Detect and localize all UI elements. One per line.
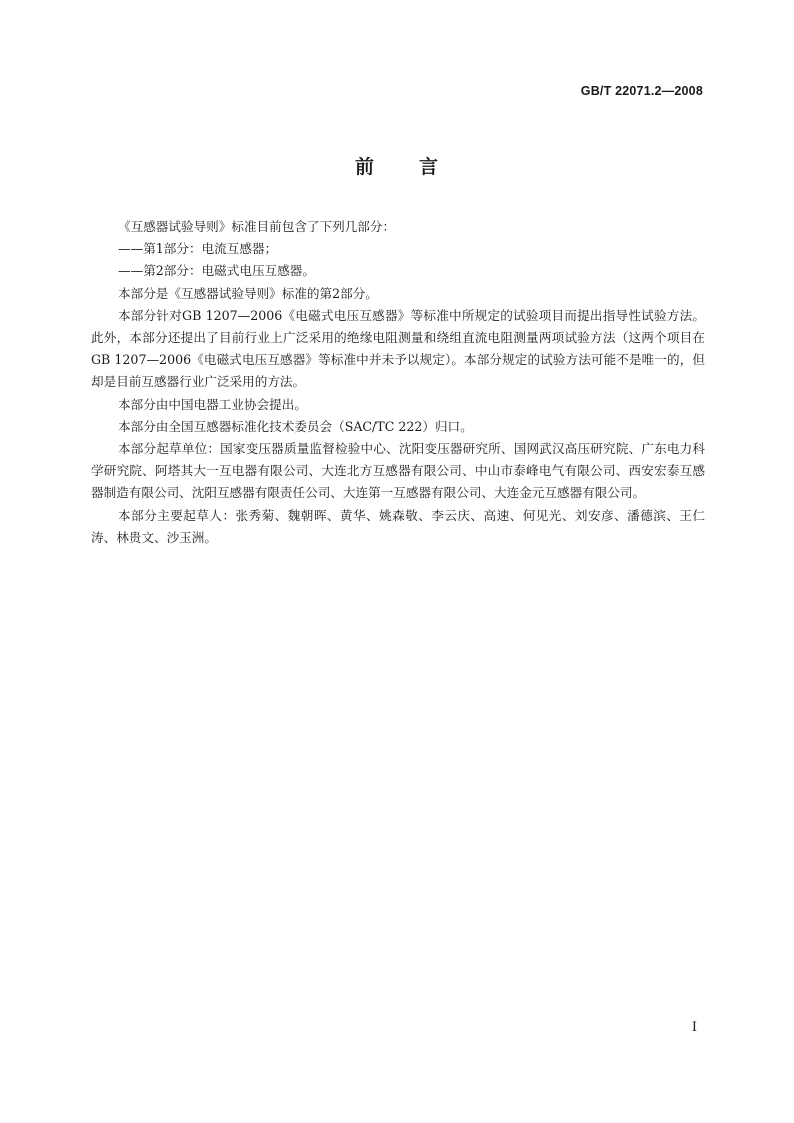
paragraph-purpose: 本部分针对GB 1207—2006《电磁式电压互感器》等标准中所规定的试验项目而提出指导性试验方法。此外，本部分还提出了目前行业上广泛采用的绝缘电阻测量和绕组直流电阻测量两项试验方法（这两个项目在GB 1207—2006《电磁式电压互感器》等标准中并未予以规定）。本部分规定的试验方法可能不是唯一的，但却是目前互感器行业广泛采用的方法。 — [91, 307, 705, 390]
list-item-part1: ——第1部分：电流互感器； — [118, 241, 278, 257]
paragraph-proposer: 本部分由中国电器工业协会提出。 — [118, 396, 307, 412]
document-body — [91, 216, 705, 549]
paragraph-drafters: 本部分主要起草人：张秀菊、魏朝晖、黄华、姚森敬、李云庆、高速、何见光、刘安彦、潘德滨、王仁涛、林贵文、沙玉洲。 — [91, 507, 705, 545]
paragraph-committee: 本部分由全国互感器标准化技术委员会（SAC/TC 222）归口。 — [118, 418, 473, 434]
paragraph-drafting-units: 本部分起草单位：国家变压器质量监督检验中心、沈阳变压器研究所、国网武汉高压研究院、广东电力科学研究院、阿塔其大一互电器有限公司、大连北方互感器有限公司、中山市泰峰电气有限公司、西安宏泰互感器制造有限公司、沈阳互感器有限责任公司、大连第一互感器有限公司、大连金元互感器有限公司。 — [91, 441, 705, 501]
list-item-part2: ——第2部分：电磁式电压互感器。 — [118, 263, 315, 279]
page-number: I — [691, 1020, 697, 1035]
paragraph-scope: 本部分是《互感器试验导则》标准的第2部分。 — [118, 285, 378, 301]
standard-code: GB/T 22071.2—2008 — [580, 84, 703, 98]
title-char-2: 言 — [419, 156, 440, 178]
page-title — [0, 152, 794, 179]
title-char-1: 前 — [354, 156, 375, 178]
paragraph-intro: 《互感器试验导则》标准目前包含了下列几部分： — [118, 219, 396, 234]
